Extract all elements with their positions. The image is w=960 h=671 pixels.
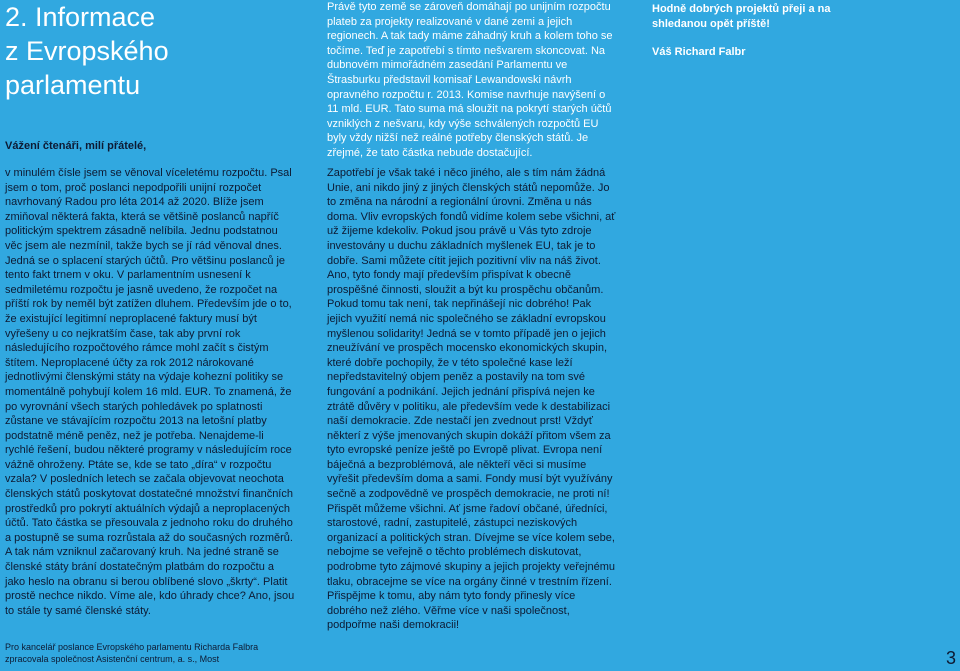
footer	[5, 642, 258, 665]
title-line: parlamentu	[5, 70, 141, 100]
signoff	[652, 2, 832, 60]
signature: Váš Richard Falbr	[652, 46, 746, 59]
greeting: Vážení čtenáři, milí přátelé,	[5, 140, 147, 152]
intro-right-text	[327, 0, 617, 161]
title-line: z Evropského	[5, 36, 169, 66]
paragraph: v minulém čísle jsem se věnoval víceletému rozpočtu. Psal jsem o tom, proč poslanci nepodpořili unijní rozpočet navrhovaný Radou pro léta 2014 až 2020. Blíže jsem zmiňoval některá fakta, která se většině poslanců napříč politickým spektrem zásadně nelíbila. Jednu podstatnou věc jsem ale nezmínil, takže bych se jí rád věnoval dnes. Jedná se o splacení starých účtů. Pro většinu poslanců je tento fakt trnem v oku. V parlamentním usnesení k sedmiletému rozpočtu je jasně uvedeno, že rozpočet na příští rok by neměl být zatížen dluhem. Především jde o to, že existující legitimní neproplacené faktury musí být vyřešeny u co nejkratším čase, tak aby první rok následujícího rozpočtového rámce mohl začít s čistým štítem. Neproplacené účty za rok 2012 nárokované jednotlivými členskými státy na výdaje kohezní politiky se momentálně pohybují kolem 16 mld. EUR. To znamená, že po vyrovnání všech starých pohledávek po splatnosti zůstane ve stávajícím rozpočtu 2013 na letošní platby podstatně méně peněz, než je potřeba. Nenajdeme-li rychlé řešení, budou některé programy v následujícím roce vážně ohroženy. Ptáte se, kde se tato „díra“ v rozpočtu vzala? V posledních letech se začala objevovat neochota členských států poskytovat dostatečné množství finančních prostředků pro pokrytí aktuálních výdajů a neproplacených účtů. Tato částka se přesouvala z jednoho roku do druhého a postupně se suma rozrůstala až do současných rozměrů. A tak nám vzniknul začarovaný kruh. Na jedné straně se členské státy brání dostatečným platbám do rozpočtu a jako heslo na obranu si berou oblíbené slovo „škrty“. Platit prostě nechce nikdo. Víme ale, kdo úhrady chce? Ano, jsou to stále ty samé členské státy.	[5, 167, 295, 617]
body-left-column	[5, 166, 295, 618]
title-line: 2. Informace	[5, 2, 156, 32]
body-right-column	[327, 166, 617, 633]
wish-text: Hodně dobrých projektů přeji a na shledanou opět příště!	[652, 3, 831, 30]
paragraph: Právě tyto země se zároveň domáhají po unijním rozpočtu plateb za projekty realizované v dané zemi a jejich regionech. A tak tady máme záhadný kruh a kolem toho se točíme. Teď je zapotřebí s tímto nešvarem skoncovat. Na dubnovém mimořádném zasedání Parlamentu ve Štrasburku představil komisař Lewandowski návrh opravného rozpočtu r. 2013. Komise navrhuje navýšení o 11 mld. EUR. Tato suma má sloužit na pokrytí starých účtů vzniklých z nešvaru, kdy výše schválených rozpočtů EU byly vždy nižší než reálné potřeby členských států. Je zřejmé, že tato částka nebude dostačující.	[327, 1, 613, 159]
page-number: 3	[945, 648, 956, 668]
footer-line: zpracovala společnost Asistenční centrum, a. s., Most	[5, 653, 220, 664]
page-title	[5, 0, 295, 102]
paragraph: Zapotřebí je však také i něco jiného, ale s tím nám žádná Unie, ani nikdo jiný z jiných členských států nepomůže. Jo to změna na národní a regionální úrovni. Změna u nás doma. Vliv evropských fondů vidíme kolem sebe všichni, ať už žijeme kdekoliv. Pokud jsou právě u Vás tyto zdroje investovány u duchu základních myšlenek EU, tak je to dobře. Sami můžete cítit jejich pozitivní vliv na náš život. Ano, tyto fondy mají především přispívat k obecně prospěšné činnosti, sloužit a být ku prospěchu občanům. Pokud tomu tak není, tak nepřinášejí nic dobrého! Pak jejich využití nemá nic společného se základní evropskou myšlenou solidarity! Jedná se v tomto případě jen o jejich zneužívání ve prospěch mocensko ekonomických skupin, které dobře pochopily, že v této společné kase leží nepředstavitelný objem peněz a postavily na tom své fungování a podnikání. Jejich jednání přispívá nejen ke ztrátě důvěry v politiku, ale především vede k destabilizaci naší demokracie. Zde nestačí jen zvednout prst! Vždyť některí z výše jmenovaných skupin dokáží přitom všem za tyto evropské peníze ještě po Evropě plivat. Evropa není báječná a bezproblémová, ale někteří věci si musíme vyřešit především doma a sami. Fondy musí být využívány sečně a zodpovědně ve prospěch demokracie, ne proti ní! Přispět můžeme všichni. Ať jsme řadoví občané, úředníci, starostové, radní, zastupitelé, zástupci neziskových organizací a politických stran. Dívejme se více kolem sebe, nebojme se veřejně o těchto problémech diskutovat, podrobme tyto zájmové skupiny a jejich projekty veřejnému tlaku, obracejme se více na orgány činné v trestním řízení. Přispějme k tomu, aby nám tyto fondy přinesly více dobrého než zlého. Věřme více v naši společnost, podpořme naši demokracii!	[327, 167, 616, 632]
footer-line: Pro kancelář poslance Evropského parlamentu Richarda Falbra	[5, 642, 259, 652]
